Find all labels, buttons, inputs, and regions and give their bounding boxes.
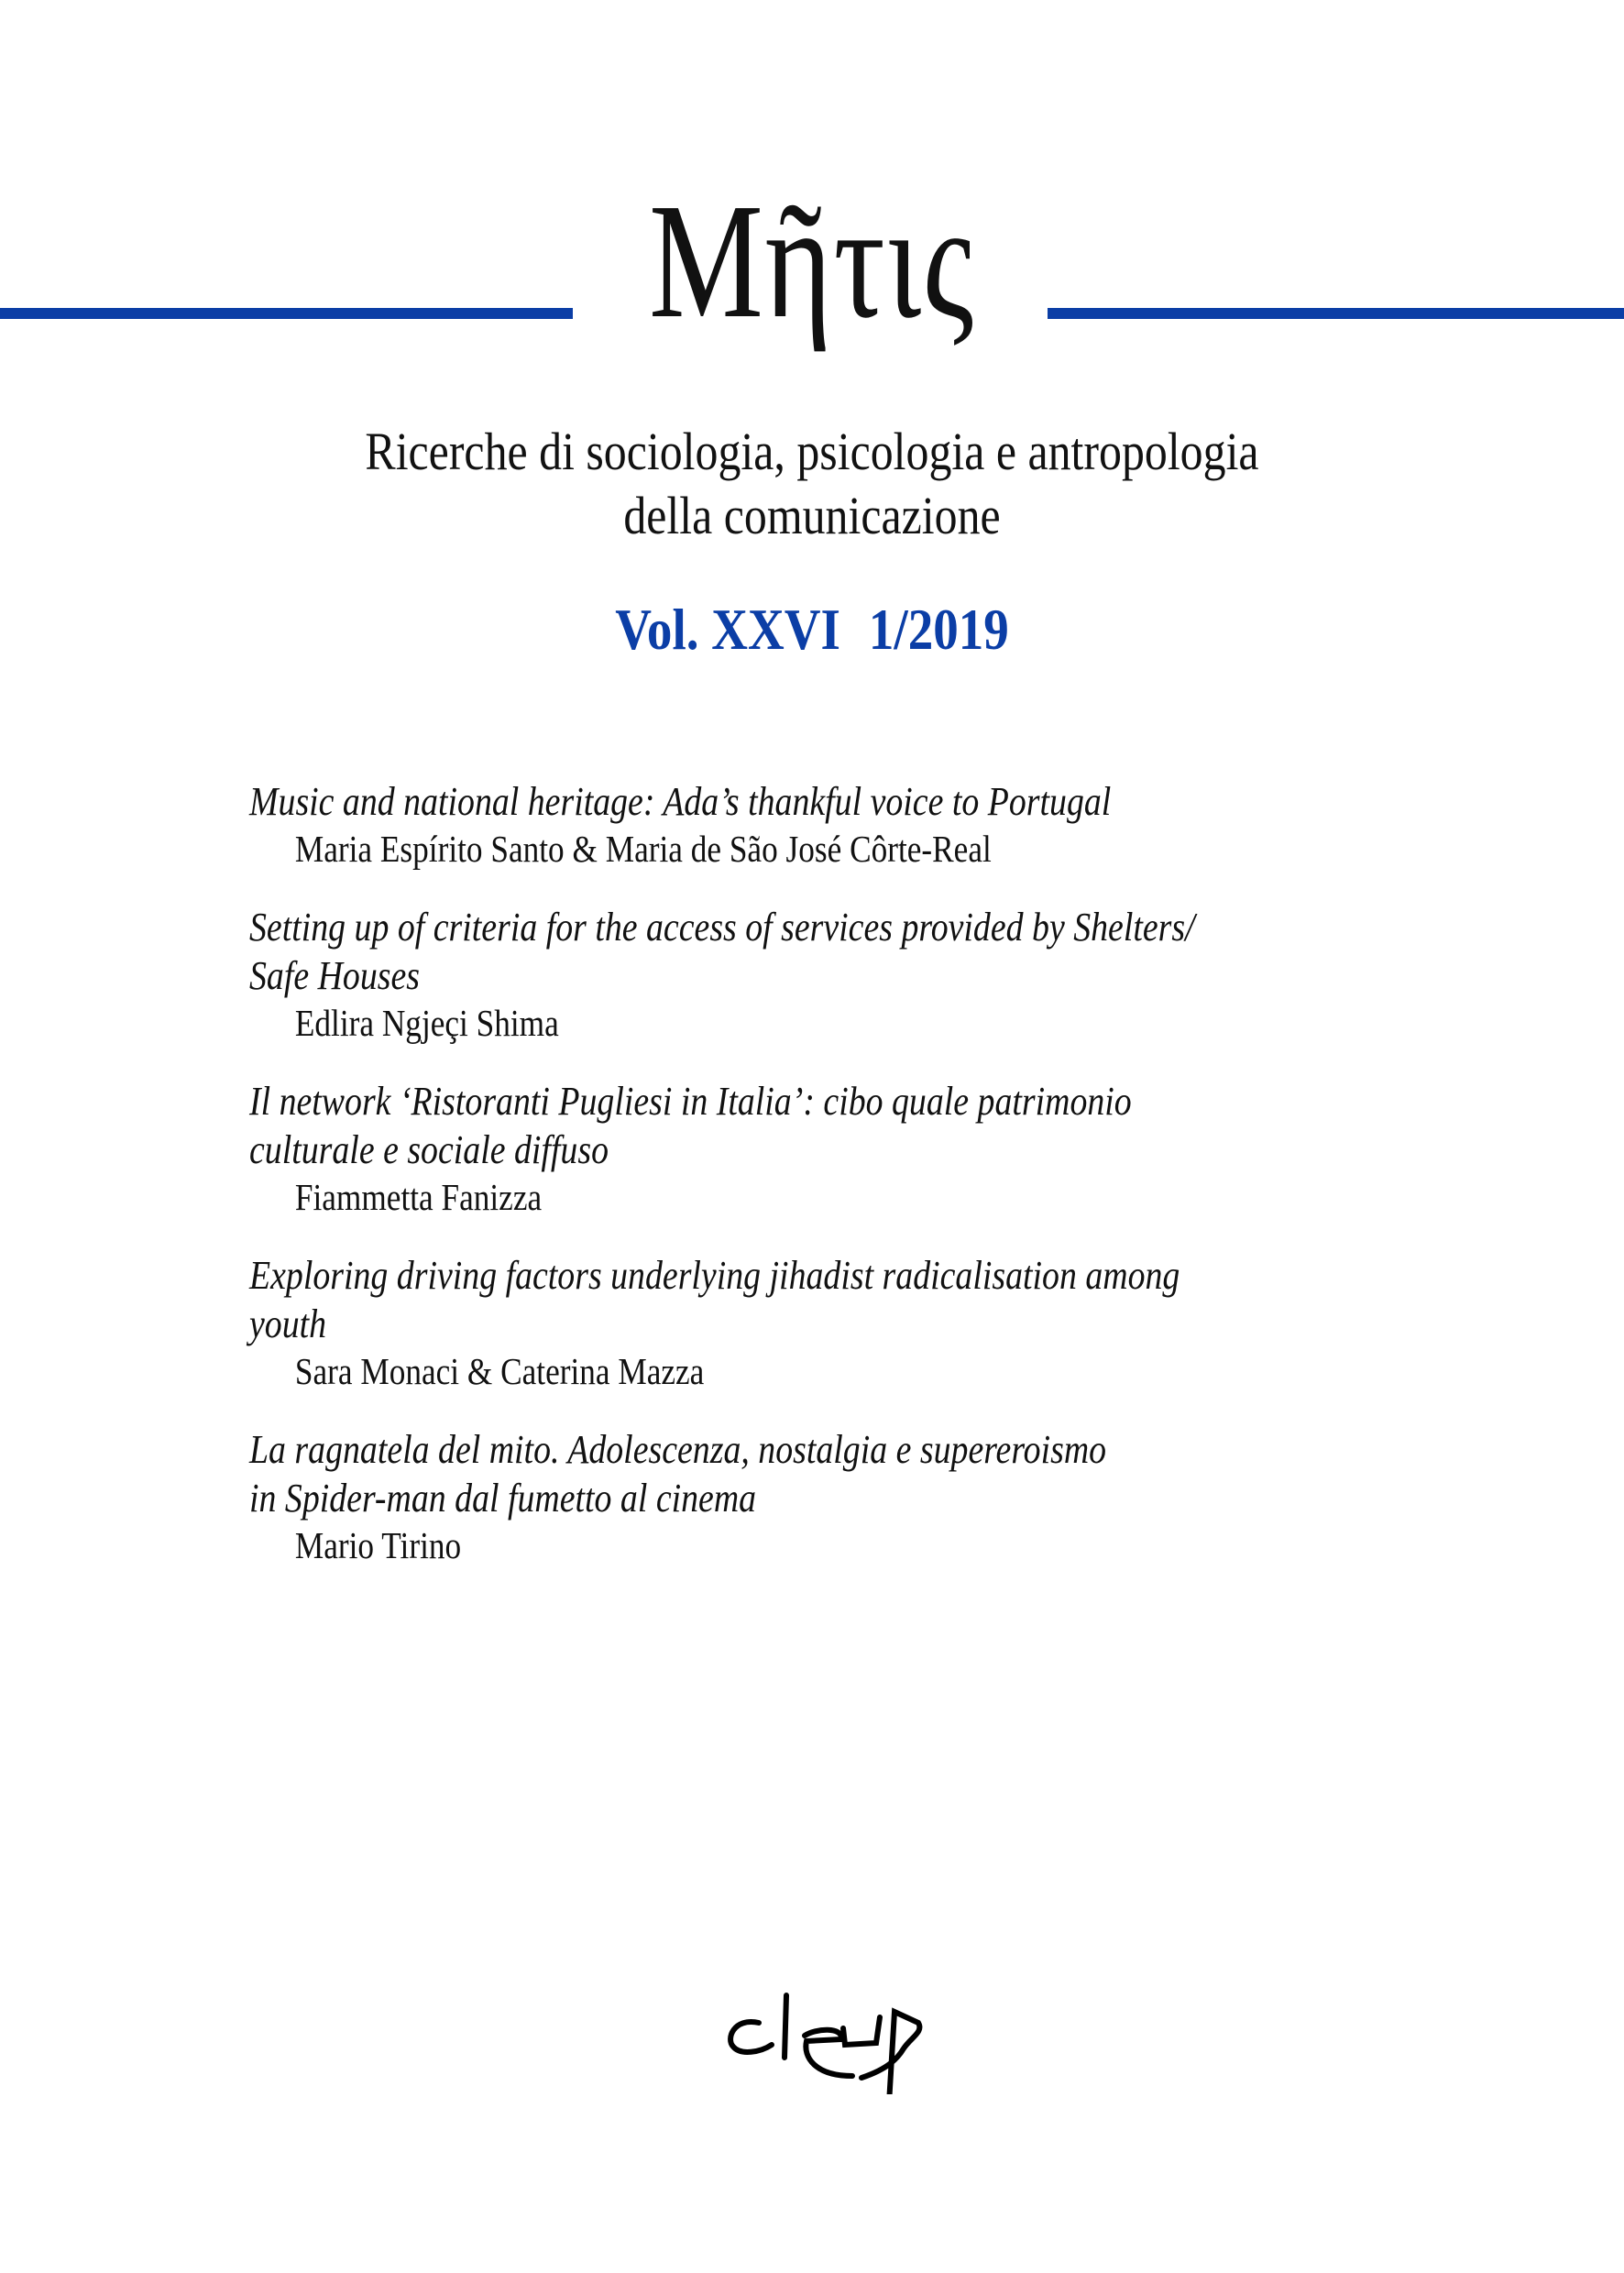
article-author: Sara Monaci & Caterina Mazza xyxy=(294,1350,705,1392)
volume-label: Vol. XXVI xyxy=(615,597,840,662)
article-title xyxy=(249,1077,1374,1174)
issue-number: 1/2019 xyxy=(868,597,1009,662)
article-title-line: Il network ‘Ristoranti Pugliesi in Italia’: cibo quale patrimonio xyxy=(249,1079,1132,1124)
article-entry xyxy=(249,777,1377,872)
journal-subtitle xyxy=(114,420,1510,548)
article-title xyxy=(249,777,1374,826)
article-title xyxy=(249,903,1374,1000)
subtitle-line-2: della comunicazione xyxy=(623,486,1001,545)
subtitle-line-1: Ricerche di sociologia, psicologia e antropologia xyxy=(365,422,1259,481)
journal-title: Μῆτις xyxy=(649,170,975,352)
article-title xyxy=(249,1425,1374,1522)
table-of-contents xyxy=(249,777,1377,1599)
article-entry xyxy=(249,1251,1377,1394)
article-title-line: Exploring driving factors underlying jihadist radicalisation among xyxy=(249,1253,1180,1298)
cleup-logo-icon xyxy=(715,1984,926,2094)
article-entry xyxy=(249,1077,1377,1220)
article-title-line: Setting up of criteria for the access of services provided by Shelters/ xyxy=(249,905,1195,950)
issue-info xyxy=(114,596,1510,664)
article-entry xyxy=(249,1425,1377,1568)
article-title-line: Safe Houses xyxy=(249,953,421,998)
article-title-line: La ragnatela del mito. Adolescenza, nostalgia e supereroismo xyxy=(249,1427,1107,1472)
article-title-line: Music and national heritage: Ada’s thankful voice to Portugal xyxy=(249,779,1112,824)
article-title-line: culturale e sociale diffuso xyxy=(249,1127,609,1172)
article-author: Edlira Ngjeçi Shima xyxy=(294,1002,559,1044)
article-title xyxy=(249,1251,1374,1348)
article-author: Fiammetta Fanizza xyxy=(294,1176,543,1218)
article-title-line: youth xyxy=(249,1301,327,1346)
article-author: Maria Espírito Santo & Maria de São José Côrte-Real xyxy=(294,828,992,870)
article-author: Mario Tirino xyxy=(294,1524,462,1566)
article-entry xyxy=(249,903,1377,1046)
article-title-line: in Spider-man dal fumetto al cinema xyxy=(249,1476,757,1521)
